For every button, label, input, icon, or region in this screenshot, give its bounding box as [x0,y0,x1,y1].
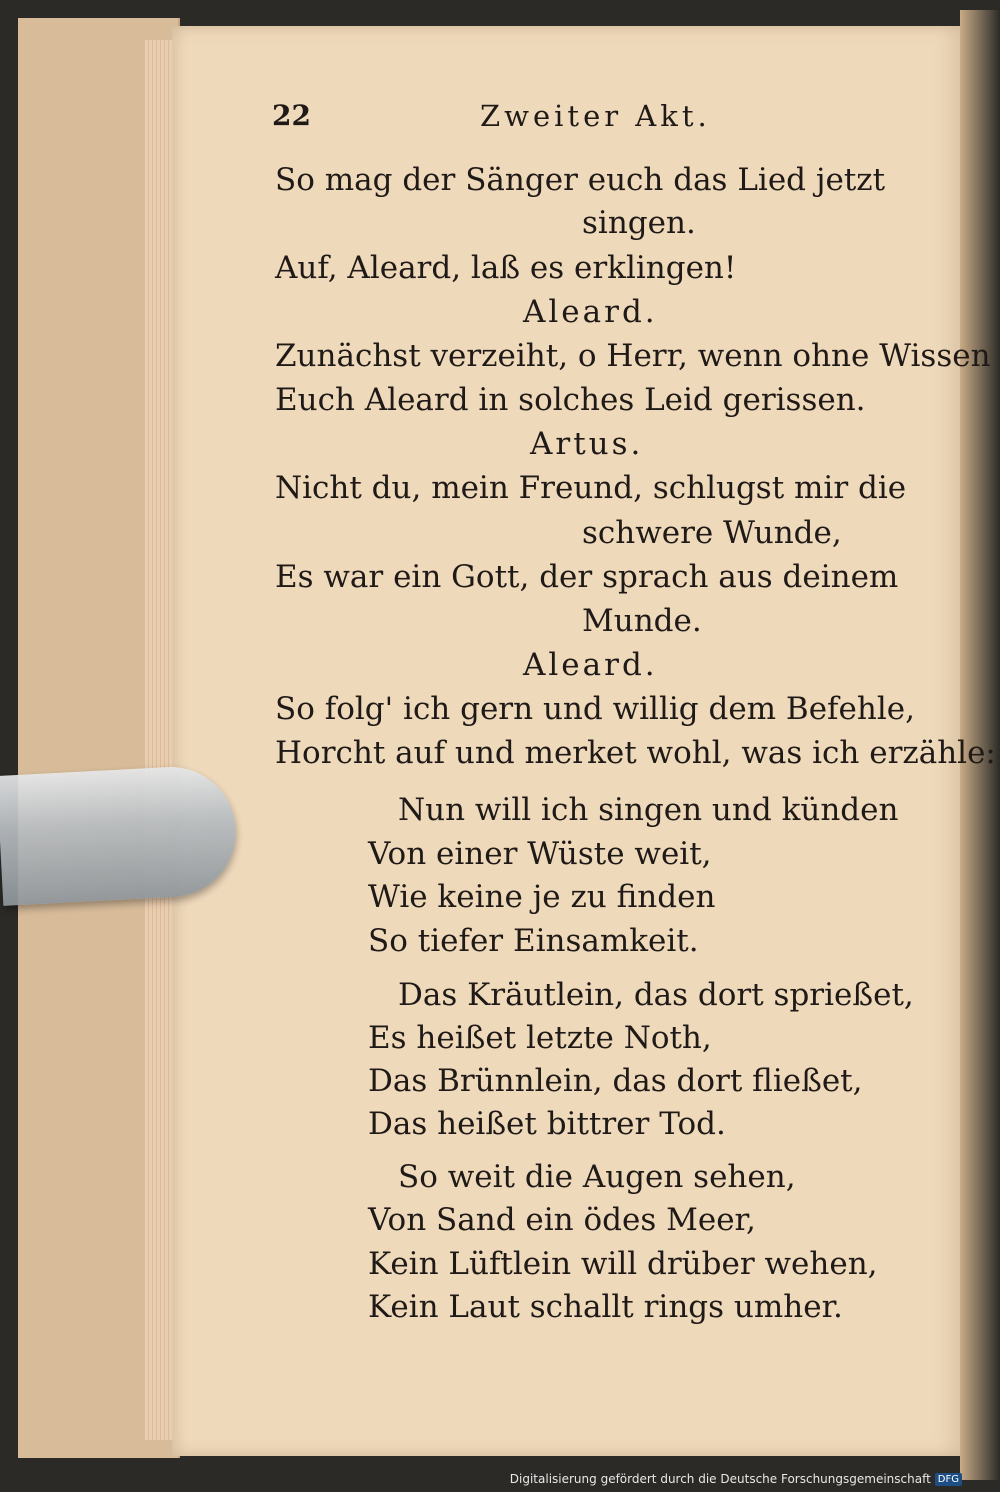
text-line: Horcht auf und merket wohl, was ich erzähle: [275,735,996,771]
page-holder-clip [0,764,239,906]
speaker-name: Aleard. [523,647,658,683]
verse-line: Von einer Wüste weit, [368,836,712,872]
text-line: Munde. [582,603,702,639]
text-line: So folg' ich gern und willig dem Befehle, [275,691,915,727]
running-title: Zweiter Akt. [480,99,711,133]
dfg-logo: DFG [935,1473,962,1486]
speaker-name: Aleard. [523,294,658,330]
text-line: Zunächst verzeiht, o Herr, wenn ohne Wissen [275,338,991,374]
verse-line: Kein Laut schallt rings umher. [368,1289,843,1325]
verse-line: Es heißet letzte Noth, [368,1020,712,1056]
verse-line: So weit die Augen sehen, [398,1159,796,1195]
credit-text: Digitalisierung gefördert durch die Deutsche Forschungsgemeinschaft [509,1472,931,1486]
verse-line: So tiefer Einsamkeit. [368,923,699,959]
verse-line: Das Brünnlein, das dort fließet, [368,1063,863,1099]
text-line: Nicht du, mein Freund, schlugst mir die [275,470,907,506]
text-line: singen. [582,205,696,241]
verse-line: Kein Lüftlein will drüber wehen, [368,1246,878,1282]
verse-line: Nun will ich singen und künden [398,792,899,828]
verse-line: Das Kräutlein, das dort sprießet, [398,977,914,1013]
text-line: Es war ein Gott, der sprach aus deinem [275,559,899,595]
page-number: 22 [272,99,311,132]
text-line: Auf, Aleard, laß es erklingen! [275,250,737,286]
verse-line: Das heißet bittrer Tod. [368,1106,726,1142]
text-line: Euch Aleard in solches Leid gerissen. [275,382,866,418]
verse-line: Wie keine je zu finden [368,879,716,915]
verse-line: Von Sand ein ödes Meer, [368,1202,756,1238]
digitization-credit [510,1472,962,1486]
text-line: schwere Wunde, [582,515,842,551]
speaker-name: Artus. [530,426,644,462]
text-line: So mag der Sänger euch das Lied jetzt [275,162,886,198]
